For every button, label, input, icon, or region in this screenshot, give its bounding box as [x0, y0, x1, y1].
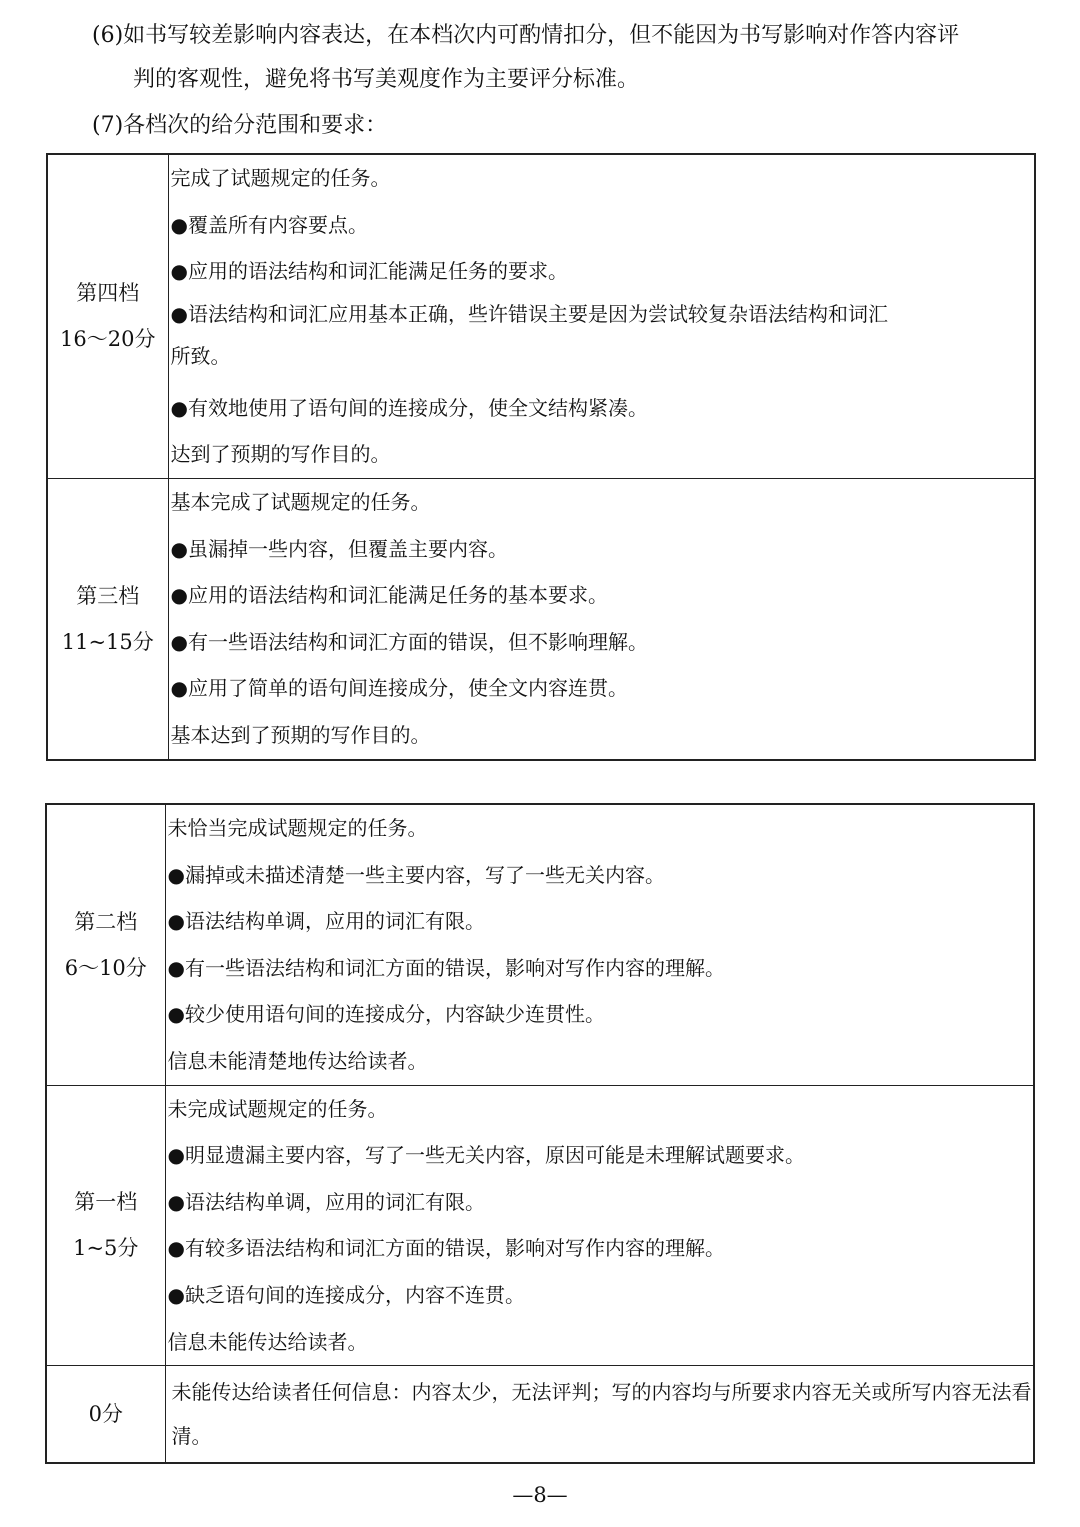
grade-criterion: ●语法结构单调，应用的词汇有限。 — [167, 1189, 485, 1214]
grade-label-cell — [46, 1085, 165, 1366]
grade-criterion: ●应用的语法结构和词汇能满足任务的要求。 — [170, 259, 568, 284]
grade-row-level-2 — [46, 804, 1034, 1085]
grade-criterion: 基本完成了试题规定的任务。 — [170, 489, 431, 514]
note-6-line-2: 判的客观性，避免将书写美观度作为主要评分标准。 — [133, 67, 640, 92]
grade-table-upper — [46, 153, 1036, 761]
grade-row-level-1 — [46, 1085, 1034, 1366]
grade-criterion: 信息未能传达给读者。 — [167, 1329, 368, 1354]
grade-criterion: ●有一些语法结构和词汇方面的错误，影响对写作内容的理解。 — [167, 955, 725, 980]
grade-label-cell — [46, 804, 165, 1085]
grade-row-zero — [46, 1366, 1034, 1464]
grade-table-lower — [45, 803, 1035, 1464]
grade-description-cell — [165, 1366, 1034, 1464]
page-number: —8— — [512, 1483, 568, 1507]
grade-criterion-continued: 所致。 — [170, 343, 231, 368]
grade-criterion: ●语法结构和词汇应用基本正确，些许错误主要是因为尝试较复杂语法结构和词汇 — [170, 301, 888, 326]
grade-criterion: ●较少使用语句间的连接成分，内容缺少连贯性。 — [167, 1002, 605, 1027]
grade-criterion: 达到了预期的写作目的。 — [170, 442, 391, 467]
grade-description-cell — [165, 804, 1034, 1085]
grade-score-range: 11~15分 — [61, 629, 154, 654]
grade-criterion: ●明显遗漏主要内容，写了一些无关内容，原因可能是未理解试题要求。 — [167, 1143, 805, 1168]
grade-criterion: ●有一些语法结构和词汇方面的错误，但不影响理解。 — [170, 629, 648, 654]
grade-level: 0分 — [88, 1402, 123, 1427]
grade-description-cell — [165, 1085, 1034, 1366]
grade-criterion: 完成了试题规定的任务。 — [170, 166, 391, 190]
note-6-line-1: (6)如书写较差影响内容表达，在本档次内可酌情扣分，但不能因为书写影响对作答内容评 — [92, 23, 960, 48]
grade-criterion: ●漏掉或未描述清楚一些主要内容，写了一些无关内容。 — [167, 862, 665, 887]
grade-label-cell — [47, 154, 168, 478]
grade-criterion: ●缺乏语句间的连接成分，内容不连贯。 — [167, 1282, 525, 1307]
grade-criterion: ●覆盖所有内容要点。 — [170, 212, 368, 237]
grade-description-cell — [168, 478, 1035, 759]
grade-score-range: 16～20分 — [60, 327, 156, 352]
grade-criterion: ●语法结构单调，应用的词汇有限。 — [167, 909, 485, 934]
grade-label-cell — [47, 478, 168, 759]
grade-criterion: 未能传达给读者任何信息：内容太少，无法评判；写的内容均与所要求内容无关或所写内容无法看清。 — [171, 1380, 1032, 1449]
grade-description-cell — [168, 154, 1035, 478]
grade-level: 第三档 — [76, 583, 140, 608]
grade-criterion: ●虽漏掉一些内容，但覆盖主要内容。 — [170, 536, 508, 561]
grade-level: 第一档 — [74, 1190, 138, 1215]
note-7: (7)各档次的给分范围和要求： — [92, 113, 388, 138]
grade-criterion: 未完成试题规定的任务。 — [167, 1096, 388, 1121]
grade-row-level-3 — [47, 478, 1035, 759]
grade-criterion: ●有较多语法结构和词汇方面的错误，影响对写作内容的理解。 — [167, 1236, 725, 1261]
grade-criterion: ●应用的语法结构和词汇能满足任务的基本要求。 — [170, 583, 608, 608]
grade-level: 第四档 — [76, 281, 140, 306]
grade-criterion: 信息未能清楚地传达给读者。 — [167, 1048, 428, 1073]
grade-criterion: 未恰当完成试题规定的任务。 — [167, 816, 428, 840]
grade-score-range: 1~5分 — [73, 1236, 139, 1261]
grade-score-range: 6～10分 — [64, 955, 147, 980]
grade-row-level-4 — [47, 154, 1035, 478]
grade-label-cell — [46, 1366, 165, 1464]
grade-criterion: ●应用了简单的语句间连接成分，使全文内容连贯。 — [170, 676, 628, 701]
grade-criterion: ●有效地使用了语句间的连接成分，使全文结构紧凑。 — [170, 395, 648, 420]
grade-criterion: 基本达到了预期的写作目的。 — [170, 722, 431, 747]
grade-level: 第二档 — [74, 909, 138, 934]
